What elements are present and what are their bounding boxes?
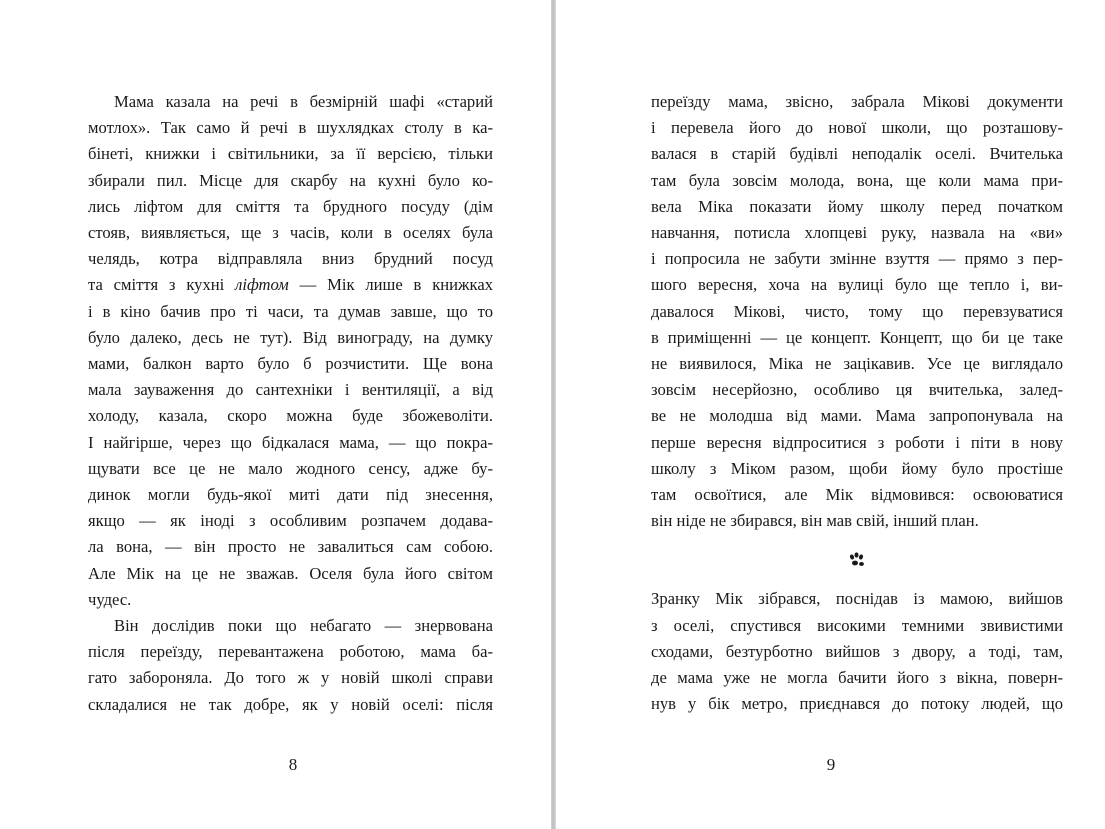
text-line: холоду, казала, скоро можна буде збожеволіти.	[88, 406, 493, 426]
left-page	[0, 0, 551, 829]
page-number: 8	[288, 755, 298, 774]
paw-print-ornament-icon	[651, 534, 1063, 586]
text-line: він ніде не збирався, він мав свій, інший план.	[651, 511, 979, 531]
text-line: зовсім несерйозно, особливо ця вчителька, залед-	[651, 380, 1063, 400]
right-page	[556, 0, 1105, 829]
text-line: там освоїтися, але Мік відмовився: освоюватися	[651, 485, 1063, 505]
text-line: ве не молодша від мами. Мама запропонувала на	[651, 406, 1063, 426]
text-line: і попросила не забути змінне взуття — прямо з пер-	[651, 249, 1063, 269]
text-line: щувати все це не мало жодного сенсу, адже бу-	[88, 458, 493, 478]
text-line: школу з Міком разом, щоби йому було простіше	[651, 458, 1063, 478]
text-line: збирали пил. Місце для скарбу на кухні було ко-	[88, 170, 493, 190]
text-line: в приміщенні — це концепт. Концепт, що би це таке	[651, 327, 1063, 347]
text-line: гато забороняла. До того ж у новій школі справи	[88, 668, 493, 688]
text-line: стояв, виявляється, ще з часів, коли в оселях була	[88, 223, 493, 243]
text-line: вела Міка показати йому школу перед початком	[651, 196, 1063, 216]
text-line: валася в старій будівлі неподалік оселі. Вчителька	[651, 144, 1063, 164]
italic-word: ліфтом	[235, 275, 289, 295]
right-page-text	[651, 89, 1063, 717]
text-line: було далеко, десь не тут). Від винограду, на думку	[88, 327, 493, 347]
text-line: шого вересня, хоча на вулиці було ще тепло і, ви-	[651, 275, 1063, 295]
text-line: там була зовсім молода, вона, ще коли мама при-	[651, 170, 1063, 190]
text-line: І найгірше, через що бідкалася мама, — що покра-	[88, 432, 493, 452]
text-line: Він дослідив поки що небагато — знервована	[114, 616, 493, 636]
text-line: і в кіно бачив про ті часи, та думав завше, що то	[88, 301, 493, 321]
text-line: челядь, котра відправляла вниз брудний посуд	[88, 249, 493, 269]
text-line: мотлох». Так само й речі в шухлядках столу в ка-	[88, 118, 493, 138]
left-page-text	[88, 89, 493, 718]
text-line: мами, балкон варто було б розчистити. Ще вона	[88, 354, 493, 374]
text-line: давалося Мікові, чисто, тому що перевзуватися	[651, 301, 1063, 321]
text-line: Мама казала на речі в безмірній шафі «старий	[114, 92, 493, 111]
page-number: 9	[826, 755, 836, 774]
text-line: навчання, потисла хлопцеві руку, назвала на «ви»	[651, 223, 1063, 243]
text-line: сходами, безтурботно вийшов з двору, а тоді, там,	[651, 641, 1063, 661]
text-line: ла вона, — він просто не завалиться сам собою.	[88, 537, 493, 557]
text-line: переїзду мама, звісно, забрала Мікові документи	[651, 92, 1063, 111]
text-segment: та сміття з кухні	[88, 275, 236, 295]
text-line: де мама уже не могла бачити його з вікна, поверн-	[651, 668, 1063, 688]
text-line: перше вересня відпроситися з роботи і піти в нову	[651, 432, 1063, 452]
text-line: бінеті, книжки і світильники, за її версією, тільки	[88, 144, 493, 164]
text-line-with-italic	[88, 272, 493, 298]
text-line: складалися не так добре, як у новій оселі: після	[88, 694, 493, 714]
text-segment: — Мік лише в книжках	[288, 275, 493, 295]
text-line: не виявилося, Міка не зацікавив. Усе це виглядало	[651, 354, 1063, 374]
text-line: з оселі, спустився високими темними звивистими	[651, 615, 1063, 635]
text-line: динок могли будь-якої миті дати під знесення,	[88, 485, 493, 505]
text-line: і перевела його до нової школи, що розташову-	[651, 118, 1063, 138]
text-line: лись ліфтом для сміття та брудного посуду (дім	[88, 196, 493, 216]
text-line: мала зауваження до сантехніки і вентиляції, а від	[88, 380, 493, 400]
text-line: Але Мік на це не зважав. Оселя була його світом	[88, 563, 493, 583]
text-line: якщо — як іноді з особливим розпачем додава-	[88, 511, 493, 531]
text-line: нув у бік метро, приєднався до потоку людей, що	[651, 694, 1063, 714]
text-line: після переїзду, перевантажена роботою, мама ба-	[88, 642, 493, 662]
text-line: Зранку Мік зібрався, поснідав із мамою, вийшов	[651, 589, 1063, 609]
text-line: чудес.	[88, 589, 132, 609]
